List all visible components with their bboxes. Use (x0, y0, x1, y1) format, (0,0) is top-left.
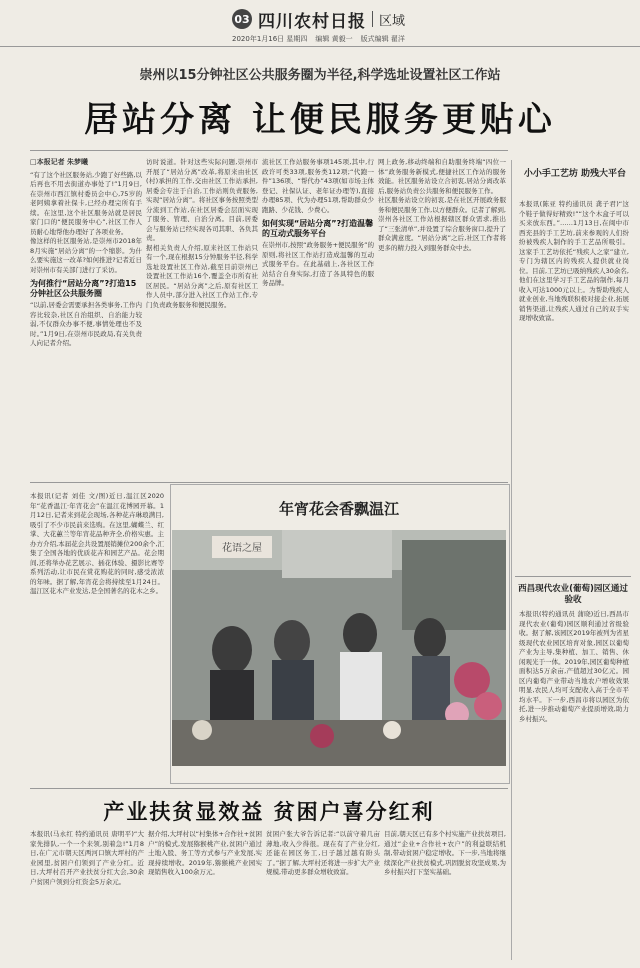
lead-headline: 居站分离 让便民服务更贴心 (84, 100, 556, 140)
designer-credit: 版式编辑 翟洋 (360, 35, 405, 43)
lead-pretitle: 崇州以15分钟社区公共服务圈为半径,科学选址设置社区工作站 (139, 68, 501, 83)
lead-rule (30, 150, 508, 151)
lead-paragraph: 社区服务站设立的初衷,是在社区开展政务服务和便民服务工作,以方便群众。记者了解到,崇州各社区工作站根据辖区群众需求,推出了“三张清单”,并设置了综合服务窗口,提升了群众满意度。“居站分离”之后,社区工作者将更多的精力投入到服务群众中去。 (378, 196, 506, 252)
masthead-divider (372, 11, 373, 27)
second-column-2 (148, 830, 262, 960)
lead-column-1 (30, 158, 142, 476)
editor-credit: 编辑 黄毅一 (315, 35, 353, 43)
lead-paragraph: 网上政务,移动终端和自助服务终端“四位一体”政务服务新模式,便捷社区工作站的服务效能。社区服务站设立合初衷,居站分离改革后,服务站负责公共服务和便民服务工作。 (378, 158, 506, 195)
sidebar2-headline: 西昌现代农业(葡萄)园区通过验收 (518, 584, 628, 605)
lead-subhead: 如何实现“居站分离”?打造温馨的互动式服务平台 (262, 219, 374, 238)
feature-photo (172, 530, 506, 766)
dateline (232, 34, 405, 44)
header-rule (0, 46, 640, 47)
sidebar-headline: 小小手工艺坊 助残大平台 (523, 169, 627, 179)
sidebar-story: 本报讯(陈亚 特约通讯员 龚子君)“这个鞋子做得好精致!”“这个木盒子可以买来放东西。”……1月13日,在闽中市西充县的手工艺坊,前来参观的人们纷纷被残疾人制作的手工艺品所吸引。这家手工艺坊依托“残疾人之家”建立,专门为辖区内的残疾人提供就业岗位。目前,工艺坊已吸纳残疾人30余名,他们在这里学习手工艺品的制作,每月收入可达1000元以上。为帮助残疾人就业创业,当地残联积极对接企业,拓展销售渠道,让残疾人通过自己的双手实现增收致富。 (519, 200, 629, 322)
feature-body: 本报讯(记者 刘佳 文/图)近日,温江区2020年“花香温江·年宵花会”在温江花博园开幕。1月12日,记者来到花会现场,各种花卉琳琅满目,吸引了不少市民前来选购。在这里,蝴蝶兰、红掌、大花蕙兰等年宵花品种齐全,价格实惠。主办方介绍,本届花会共设置展销摊位200余个,汇集了全国各地的优质花卉和园艺产品。花会期间,还将举办花艺展示、插花体验、摄影比赛等系列活动,让市民在赏花购花的同时,感受浓浓的年味。据了解,年宵花会将持续至1月24日。温江区花木产业发达,是全国著名的花木之乡。 (30, 492, 164, 595)
second-paragraph: 据介绍,大坪村以“村集体+合作社+贫困户”的模式,发展猕猴桃产业,贫困户通过土地入股、务工等方式参与产业发展,实现持续增收。2019年,猕猴桃产业园实现销售收入100余万元。 (148, 830, 262, 876)
shop-sign: 花语之屋 (222, 543, 262, 554)
lead-subhead: 为何推行“居站分离”?打造15分钟社区公共服务圈 (30, 279, 137, 298)
lead-byline: □本报记者 朱梦曦 (30, 158, 89, 166)
section-rule (30, 788, 508, 789)
column-divider (511, 160, 512, 960)
lead-paragraph: 据相关负责人介绍,原来社区工作站只有一个,现在根据15分钟服务半径,科学选址设置社区工作站,截至目前崇州已设置社区工作站16个,覆盖全市所有社区居民。“居站分离”之后,原有社区工作人员中,部分进入社区工作站工作,专门负责政务服务和便民服务。 (146, 243, 258, 309)
flower-market-photo (172, 530, 506, 766)
lead-column-4 (378, 158, 506, 476)
lead-paragraph: “以前,居委会需要承担各类事务,工作内容比较杂,社区自治组织、自治能力较弱,不仅群众办事不便,事情处理也不及时。”1月9日,在崇州市民政局,有关负责人向记者介绍。 (30, 301, 142, 347)
feature-story (30, 492, 164, 774)
lead-paragraph: “有了这个社区服务站,少跑了好些路,以后再也不用去街道办事处了!”1月9日,在崇州市西江镇村委员会中心,75岁的老阿姨拿着社保卡,已经办理完所有手续。在这里,这个社区服务站就是居民家门口的“便民服务中心”,社区工作人员耐心地帮他办理好了各项业务。 (30, 170, 142, 236)
sidebar2-story: 本报讯(特约通讯员 蒲晓)近日,西昌市现代农业(葡萄)园区顺利通过省级验收。据了解,该园区2019年被列为省星级现代农业园区培育对象,园区以葡萄产业为主导,集种植、加工、销售、休闲观光于一体。2019年,园区葡萄种植面积达5万余亩,产值超过30亿元。园区内葡萄产业带动当地农户增收效果明显,农民人均可支配收入高于全市平均水平。下一步,西昌市将以园区为依托,进一步推动葡萄产业提质增效,助力乡村振兴。 (519, 610, 629, 723)
newspaper-name: 四川农村日报 (258, 11, 366, 32)
second-headline: 产业扶贫显效益 贫困户喜分红利 (103, 799, 435, 824)
feature-headline: 年宵花会香飘温江 (278, 500, 399, 518)
page-number: 03 (232, 9, 252, 29)
second-paragraph: 贫困户张大爷告诉记者:“以前守着几亩薄地,收入少得很。现在有了产业分红,还能在园区务工,日子越过越有盼头了。”据了解,大坪村还将进一步扩大产业规模,带动更多群众增收致富。 (266, 830, 380, 876)
sidebar-rule (515, 576, 631, 577)
lead-column-2 (146, 158, 258, 476)
second-column-1 (30, 830, 144, 960)
lead-paragraph: 流社区工作站服务事项145项,其中,行政许可类33项,服务类112项;“代跑一件”136项、“帮代办”43项(如市场主体登记、社保认证、老年证办理等),直接办理85项、代为办理51项,帮助群众少跑路、少花钱、少费心。 (262, 158, 374, 214)
section-name: 区域 (379, 13, 406, 29)
lead-paragraph: 访时说道。针对这些实际问题,崇州市开展了“居站分离”改革,将原来由社区(村)承担的工作,交由社区工作站承担,居委会专注于自治,工作站则负责服务,实现“居站分离”。将社区事务按照类型分流到工作站,在社区居委会层面实现了服务、管理、自治分离。目前,居委会与服务站已经实现各司其职、各负其责。 (146, 158, 258, 242)
lead-paragraph: 在崇州市,按照“政务服务+便民服务”的原则,将社区工作站打造成温馨的互动式服务平台。在此基础上,各社区工作站结合自身实际,打造了各具特色的服务品牌。 (262, 241, 374, 287)
lead-paragraph: 像这样的社区服务站,是崇州市2018年8月实施“居站分离”的一个缩影。为什么要实施这一改革?如何推进?记者近日对崇州市有关部门进行了采访。 (30, 237, 142, 274)
issue-date: 2020年1月16日 星期四 (232, 35, 308, 43)
second-paragraph: 本报讯(马永红 特约通讯员 唐明平)“大家先排队,一个一个来领,别着急!”1月8日,在广元市朝天区两河口镇大坪村的产业园里,贫困户们领到了产业分红。近日,大坪村召开产业扶贫分红大会,30余户贫困户领到分红资金5万余元。 (30, 830, 144, 886)
section-rule (30, 482, 508, 483)
lead-column-3 (262, 158, 374, 476)
second-column-3 (266, 830, 380, 960)
masthead (232, 6, 405, 32)
second-column-4 (384, 830, 506, 960)
second-paragraph: 目前,朝天区已有多个村实施产业扶贫项目,通过“企业+合作社+农户”的利益联结机制,带动贫困户稳定增收。下一步,当地将继续深化产业扶贫模式,巩固脱贫攻坚成果,为乡村振兴打下坚实基础。 (384, 830, 506, 876)
